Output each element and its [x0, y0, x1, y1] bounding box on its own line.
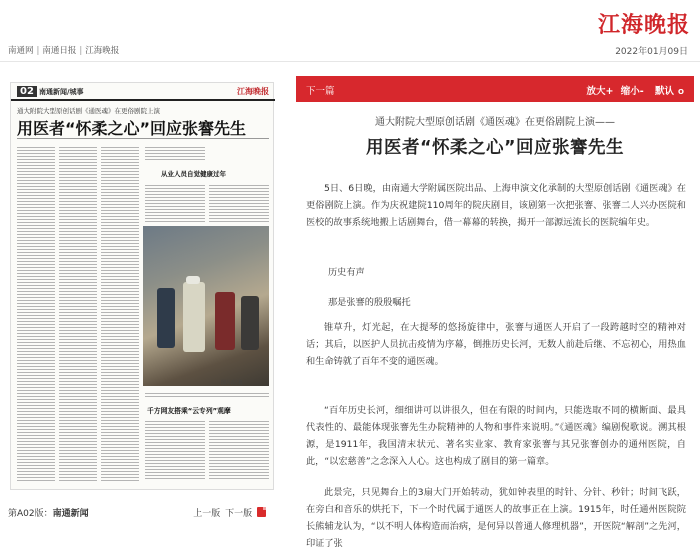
paper-kicker: 通大附院大型原创话剧《通医魂》在更俗剧院上演 — [17, 107, 160, 115]
next-article-link[interactable]: 下一篇 — [306, 86, 335, 97]
article-subheading-2: 那是张謇的殷殷嘱托 — [328, 297, 411, 308]
link-jianghai-evening[interactable]: 江海晚报 — [85, 46, 120, 56]
site-links — [8, 44, 119, 56]
zoom-controls — [582, 83, 684, 97]
paper-masthead: 江海晚报 — [237, 86, 269, 96]
photo-figure-1 — [157, 288, 175, 348]
newspaper-page-panel — [6, 70, 280, 522]
paper-column-7 — [145, 391, 269, 399]
paper-photo-caption: 图片/记者 — [221, 380, 243, 386]
paper-column-9 — [209, 419, 269, 481]
page-label-prefix: 第A02版： — [8, 509, 53, 519]
article-subtitle: 通大附院大型原创话剧《通医魂》在更俗剧院上演—— — [375, 117, 615, 128]
paper-column-4 — [145, 145, 205, 161]
paper-page-number: 02 — [17, 86, 37, 97]
page-name: 南通新闻 — [52, 509, 89, 519]
article-headline: 用医者“怀柔之心”回应张謇先生 — [365, 138, 624, 158]
paper-divider — [17, 138, 269, 139]
prev-page-link[interactable]: 上一版 — [193, 509, 221, 519]
article-subheading-1: 历史有声 — [328, 267, 365, 278]
article-paragraph-4: 此景完，只见舞台上的3扇大门开始转动，犹如钟表里的时针、分针、秒针；时间飞跃，在旁白和音乐的烘托下，下一个时代属于通医人的故事正在上演。1915年，时任通州医院院长熊辅龙认为，“以不明人体构造而治病，是何异以普通人修理机器”，开医院“解剖”之先河，印证了张 — [306, 487, 686, 549]
brand-logo[interactable]: 江海晚报 — [597, 12, 690, 38]
link-separator: | — [36, 46, 40, 56]
newspaper-page-image[interactable] — [10, 82, 274, 490]
article-paragraph-3: “百年历史长河，细细讲可以讲很久，但在有限的时间内，只能选取不同的横断面、最具代表性的、最能体现张謇先生办院精神的人物和事件来说明。”《通医魂》编剧倪歌说。溯其根源，是1911年，我国清末状元、著名实业家、教育家张謇与其兄张謇创办的通州医院，自此，“以宏慈善”之念深入人心。这也构成了剧目的第一篇章。 — [306, 405, 686, 467]
zoom-default-icon: O — [678, 88, 684, 96]
paper-headline-bottom[interactable]: 千方网友搭乘“云专列”观摩 — [147, 407, 231, 415]
link-nantong-net[interactable]: 南通网 — [8, 46, 34, 56]
paper-section: 南通新闻/城事 — [39, 88, 84, 96]
article-paragraph-2: 锥草升，灯光起，在大提琴的悠扬旋律中，张謇与通医人开启了一段跨越时空的精神对话；其后，以医护人员抗击疫情为序幕，倒推历史长河，无数人前赴后继、不忘初心，用热血和生命铸就了百年不变的通医魂。 — [306, 322, 686, 367]
photo-helmet — [186, 276, 200, 284]
article-paragraph-1: 5日、6日晚，由南通大学附属医院出品、上海申演文化承制的大型原创话剧《通医魂》在更俗剧院上演。作为庆祝建院110周年的院庆剧目，该剧第一次把张謇、张謇二人兴办医院和医校的故事系统地搬上话剧舞台，借一幕幕的转换，揭开一部源远流长的医院编年史。 — [306, 183, 686, 228]
zoom-default-button[interactable] — [651, 86, 684, 97]
article-panel — [296, 76, 694, 549]
paper-column-2 — [59, 145, 97, 481]
next-page-link[interactable]: 下一版 — [225, 509, 253, 519]
article-toolbar — [296, 76, 694, 102]
site-header — [0, 0, 700, 62]
zoom-in-button[interactable]: 放大+ — [586, 86, 614, 97]
zoom-default-label: 默认 — [655, 86, 675, 97]
page-nav — [191, 506, 266, 519]
photo-figure-2 — [183, 282, 205, 352]
paper-header — [11, 83, 275, 101]
link-separator: | — [79, 46, 83, 56]
zoom-out-button[interactable]: 缩小- — [620, 86, 644, 97]
pdf-icon[interactable] — [257, 507, 266, 517]
paper-column-6 — [209, 183, 269, 223]
link-nantong-daily[interactable]: 南通日报 — [42, 46, 77, 56]
page-footer — [8, 506, 278, 520]
paper-column-5 — [145, 183, 205, 223]
photo-figure-4 — [241, 296, 259, 350]
paper-photo[interactable] — [143, 226, 269, 386]
paper-column-1 — [17, 145, 55, 481]
page-label — [8, 506, 89, 519]
paper-title[interactable]: 用医者“怀柔之心”回应张謇先生 — [17, 119, 247, 138]
photo-figure-3 — [215, 292, 235, 350]
issue-date: 2022年01月09日 — [615, 47, 688, 57]
paper-column-3 — [101, 145, 139, 481]
paper-headline-right[interactable]: 从业人员自觉健康过年 — [161, 170, 226, 178]
paper-column-8 — [145, 419, 205, 481]
